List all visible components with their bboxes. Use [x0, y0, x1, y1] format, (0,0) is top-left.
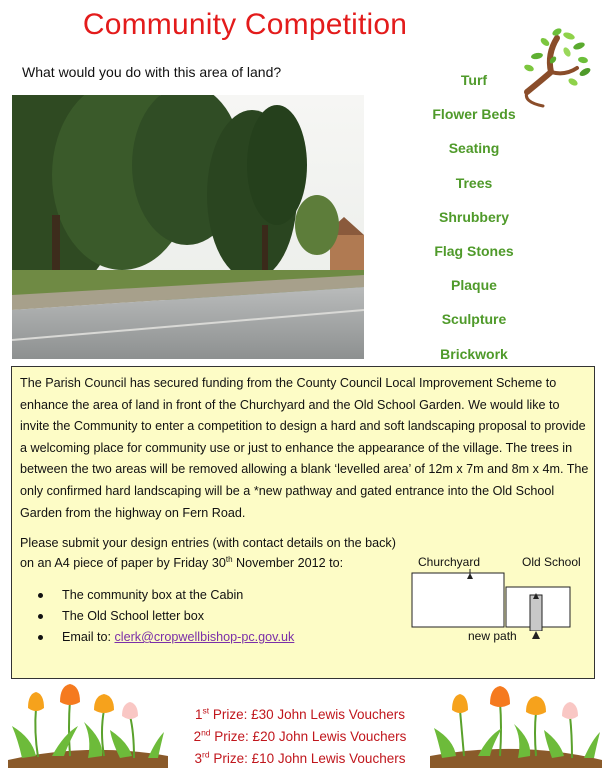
list-item: [34, 606, 294, 627]
idea-item: Turf: [460, 72, 488, 88]
plan-drawing: [408, 569, 590, 631]
email-link[interactable]: clerk@cropwellbishop-pc.gov.uk: [114, 630, 295, 644]
prize-ordinal: 1: [194, 707, 203, 722]
prize-suffix: nd: [201, 727, 211, 738]
prize-ordinal: 2: [193, 729, 202, 744]
submit-line-2-after: November 2012 to:: [232, 556, 344, 570]
idea-item: Sculpture: [441, 311, 507, 328]
land-photo: [12, 95, 364, 359]
idea-item: Brickwork: [440, 345, 508, 362]
plan-label-churchyard: Churchyard: [418, 555, 481, 569]
submit-instructions: [20, 533, 400, 573]
question-text: What would you do with this area of land?: [22, 64, 282, 80]
prize-item: [170, 726, 430, 748]
prize-ordinal: 3: [194, 751, 203, 766]
prize-item: [170, 704, 430, 726]
idea-item: Shrubbery: [438, 208, 509, 225]
plan-label-old-school: Old School: [522, 555, 581, 569]
idea-item: Flower Beds: [432, 106, 516, 123]
list-item: [34, 627, 294, 648]
page-title: Community Competition: [82, 8, 408, 41]
prize-item: [170, 748, 430, 770]
submit-line-1: Please submit your design entries (with contact details on the back): [20, 536, 396, 550]
site-plan-diagram: [408, 551, 590, 647]
list-item: [34, 585, 294, 606]
tulips-right-illustration: [430, 682, 602, 768]
submit-line-2-sup: th: [225, 554, 233, 564]
prize-text: Prize: £30 John Lewis Vouchers: [209, 707, 405, 722]
submit-line-2-before: on an A4 piece of paper by Friday 30: [20, 556, 226, 570]
prize-suffix: st: [202, 705, 210, 716]
plan-label-new-path: new path: [468, 629, 517, 643]
location-cabin: The community box at the Cabin: [62, 588, 244, 602]
prize-text: Prize: £20 John Lewis Vouchers: [210, 729, 407, 744]
email-prefix: Email to:: [62, 630, 115, 644]
tulips-left-illustration: [8, 682, 168, 768]
description-paragraph: The Parish Council has secured funding from the County Council Local Improvement Scheme to enhance the area of land in front of the Churchyard and the Old School Garden. We would like to invite the Community to enter a competition to design a hard and soft landscaping proposal to provide a welcoming place for community use or just to enhance the appearance of the village. The trees in between the two areas will be removed allowing a blank ‘levelled area’ of 12m x 7m and 8m x 4m. The only confirmed hard landscaping will be a *new pathway and gated entrance into the Old School Garden from the highway on Fern Road.: [20, 376, 589, 520]
path-arrow-icon: [530, 629, 542, 641]
idea-item: Seating: [448, 140, 500, 157]
location-letterbox: The Old School letter box: [62, 609, 205, 623]
ideas-list: [420, 70, 528, 378]
info-box: [11, 366, 595, 679]
prize-text: Prize: £10 John Lewis Vouchers: [209, 751, 406, 766]
prizes-list: [170, 704, 430, 770]
submission-locations: [34, 585, 294, 648]
idea-item: Trees: [455, 174, 493, 191]
idea-item: Plaque: [451, 277, 497, 294]
prize-suffix: rd: [202, 749, 210, 760]
idea-item: Flag Stones: [434, 242, 514, 259]
